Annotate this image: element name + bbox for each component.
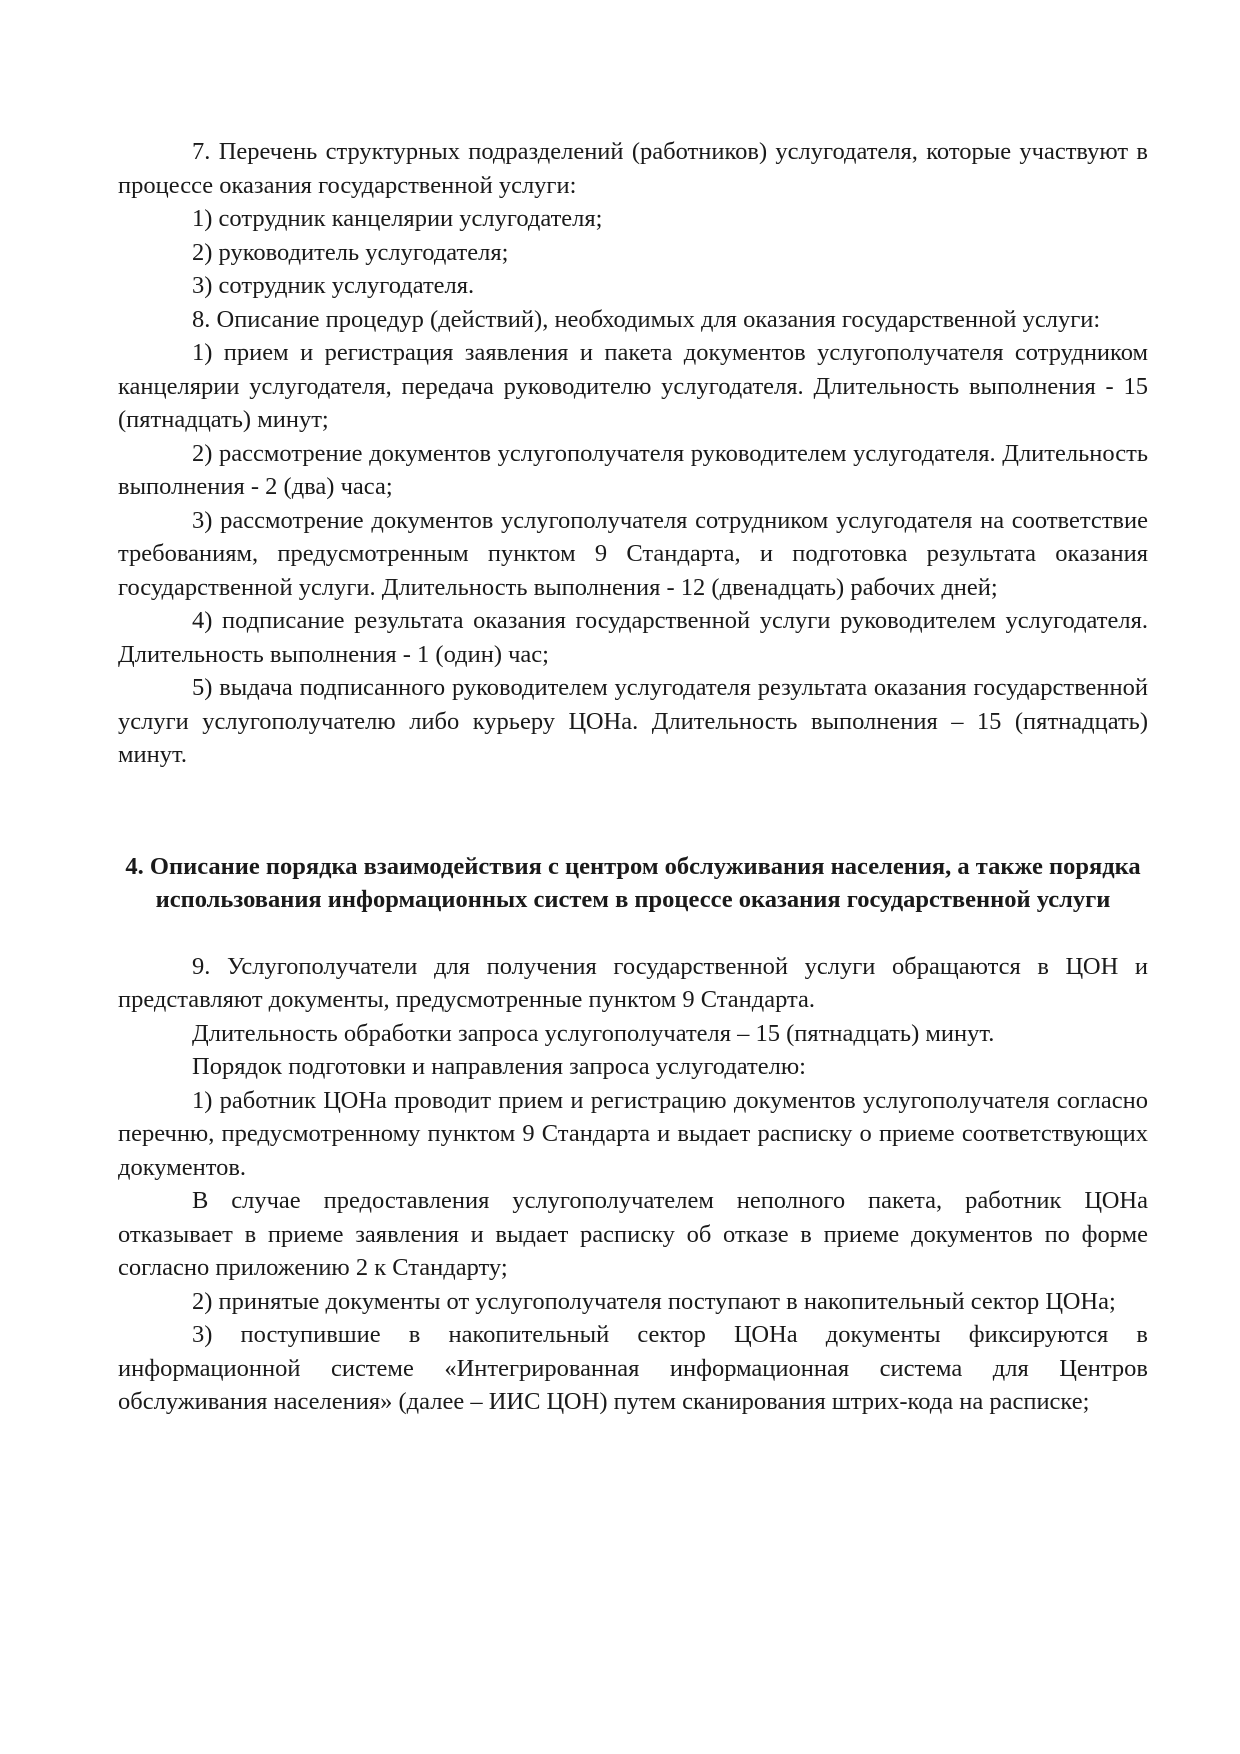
list-item: 1) сотрудник канцелярии услугодателя; — [192, 205, 603, 232]
list-item: 3) рассмотрение документов услугополучателя сотрудником услугодателя на соответствие требованиям, предусмотренным пунктом 9 Стандарта, и подготовка результата оказания государственной услуги. Длительность выполнения - 12 (двенадцать) рабочих дней; — [118, 506, 1148, 601]
list-item: 2) руководитель услугодателя; — [192, 238, 509, 266]
list-item: 2) принятые документы от услугополучателя поступают в накопительный сектор ЦОНа; — [192, 1287, 1116, 1315]
paragraph-7: 7. Перечень структурных подразделений (работников) услугодателя, которые участвуют в процессе оказания государственной услуги: — [118, 138, 1148, 199]
paragraph: В случае предоставления услугополучателем неполного пакета, работник ЦОНа отказывает в приеме заявления и выдает расписку об отказе в приеме документов по форме согласно приложению 2 к Стандарту; — [118, 1187, 1148, 1281]
list-item: 3) сотрудник услугодателя. — [192, 272, 475, 299]
paragraph: Порядок подготовки и направления запроса услугодателю: — [192, 1053, 806, 1080]
paragraph-9: 9. Услугополучатели для получения государственной услуги обращаются в ЦОН и представляют документы, предусмотренные пунктом 9 Стандарта. — [118, 952, 1148, 1013]
list-item: 4) подписание результата оказания государственной услуги руководителем услугодателя. Длительность выполнения - 1 (один) час; — [118, 607, 1148, 668]
list-item: 2) рассмотрение документов услугополучателя руководителем услугодателя. Длительность выполнения - 2 (два) часа; — [118, 439, 1148, 500]
list-item: 3) поступившие в накопительный сектор ЦОНа документы фиксируются в информационной системе «Интегрированная информационная система для Центров обслуживания населения» (далее – ИИС ЦОН) путем сканирования штрих-кода на расписке; — [118, 1321, 1148, 1415]
section-heading: 4. Описание порядка взаимодействия с центром обслуживания населения, а также порядка использования информационных систем в процессе оказания государственной услуги — [125, 852, 1141, 913]
list-item: 1) работник ЦОНа проводит прием и регистрацию документов услугополучателя согласно перечню, предусмотренному пунктом 9 Стандарта и выдает расписку о приеме соответствующих документов. — [118, 1086, 1148, 1181]
paragraph: Длительность обработки запроса услугополучателя – 15 (пятнадцать) минут. — [192, 1019, 995, 1047]
list-item: 1) прием и регистрация заявления и пакета документов услугополучателя сотрудником канцелярии услугодателя, передача руководителю услугодателя. Длительность выполнения - 15 (пятнадцать) минут; — [118, 339, 1148, 433]
list-item: 5) выдача подписанного руководителем услугодателя результата оказания государственной услуги услугополучателю либо курьеру ЦОНа. Длительность выполнения – 15 (пятнадцать) минут. — [118, 674, 1148, 768]
document-page — [118, 135, 1148, 1419]
paragraph-8: 8. Описание процедур (действий), необходимых для оказания государственной услуги: — [192, 305, 1101, 333]
